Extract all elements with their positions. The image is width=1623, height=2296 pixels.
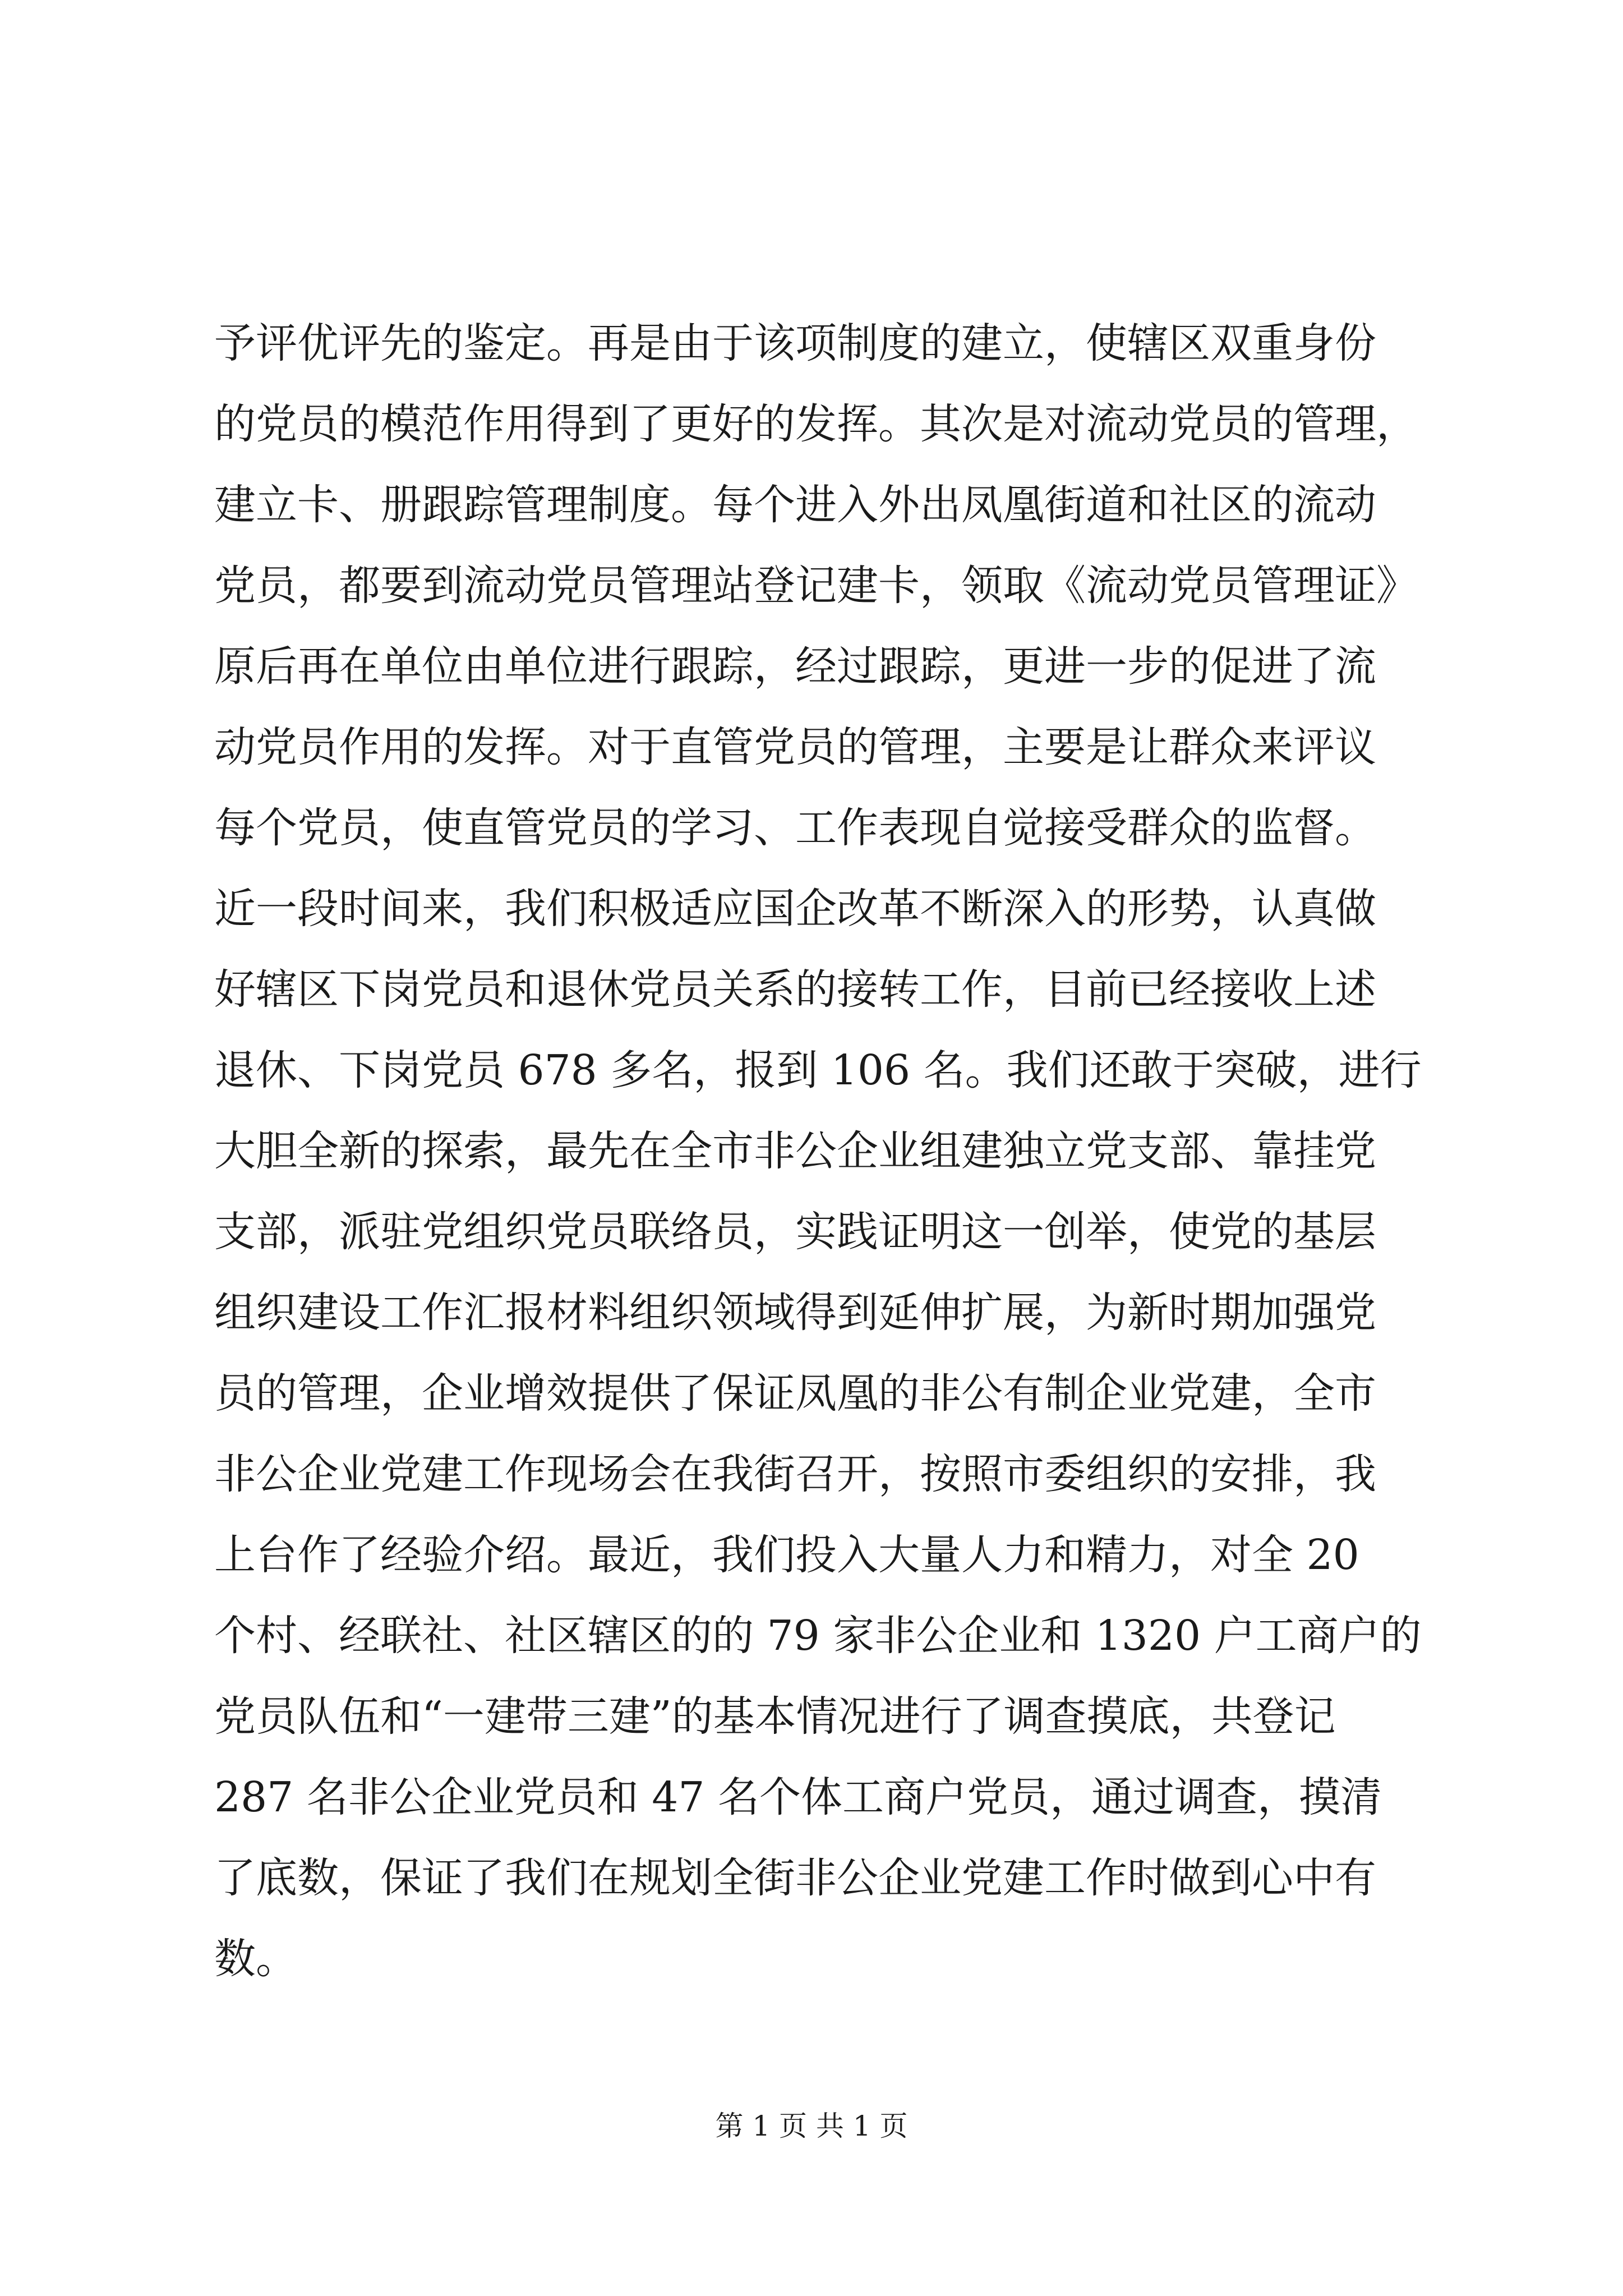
text-line: 好辖区下岗党员和退休党员关系的接转工作，目前已经接收上述 bbox=[214, 965, 1376, 1014]
text-line: 动党员作用的发挥。对于直管党员的管理，主要是让群众来评议 bbox=[214, 723, 1376, 771]
text-line: 近一段时间来，我们积极适应国企改革不断深入的形势，认真做 bbox=[214, 885, 1376, 933]
text-line: 个村、经联社、社区辖区的的 79 家非公企业和 1320 户工商户的 bbox=[214, 1612, 1422, 1660]
text-line: 了底数，保证了我们在规划全街非公企业党建工作时做到心中有 bbox=[214, 1854, 1376, 1902]
body-paragraph bbox=[214, 303, 1470, 1999]
text-line: 支部，派驻党组织党员联络员，实践证明这一创举，使党的基层 bbox=[214, 1208, 1376, 1256]
text-line: 党员，都要到流动党员管理站登记建卡，领取《流动党员管理证》 bbox=[214, 562, 1418, 610]
text-line: 数。 bbox=[214, 1935, 297, 1983]
text-line: 建立卡、册跟踪管理制度。每个进入外出凤凰街道和社区的流动 bbox=[214, 481, 1376, 529]
text-line: 每个党员，使直管党员的学习、工作表现自觉接受群众的监督。 bbox=[214, 804, 1376, 852]
text-line: 员的管理，企业增效提供了保证凤凰的非公有制企业党建，全市 bbox=[214, 1369, 1376, 1418]
text-line: 组织建设工作汇报材料组织领域得到延伸扩展，为新时期加强党 bbox=[214, 1289, 1376, 1337]
text-line: 退休、下岗党员 678 多名，报到 106 名。我们还敢于突破，进行 bbox=[214, 1046, 1422, 1094]
text-line: 大胆全新的探索，最先在全市非公企业组建独立党支部、靠挂党 bbox=[214, 1127, 1376, 1175]
text-line: 的党员的模范作用得到了更好的发挥。其次是对流动党员的管理， bbox=[214, 400, 1418, 448]
text-line: 上台作了经验介绍。最近，我们投入大量人力和精力，对全 20 bbox=[214, 1531, 1359, 1579]
text-line: 非公企业党建工作现场会在我街召开，按照市委组织的安排，我 bbox=[214, 1450, 1376, 1498]
page-number: 第 1 页 共 1 页 bbox=[715, 2110, 908, 2142]
text-line: 287 名非公企业党员和 47 名个体工商户党员，通过调查，摸清 bbox=[214, 1773, 1382, 1821]
text-line: 原后再在单位由单位进行跟踪，经过跟踪，更进一步的促进了流 bbox=[214, 642, 1376, 691]
text-line: 予评优评先的鉴定。再是由于该项制度的建立，使辖区双重身份 bbox=[214, 319, 1376, 367]
text-line: 党员队伍和“一建带三建”的基本情况进行了调查摸底，共登记 bbox=[214, 1692, 1336, 1741]
page-footer bbox=[0, 2108, 1623, 2144]
